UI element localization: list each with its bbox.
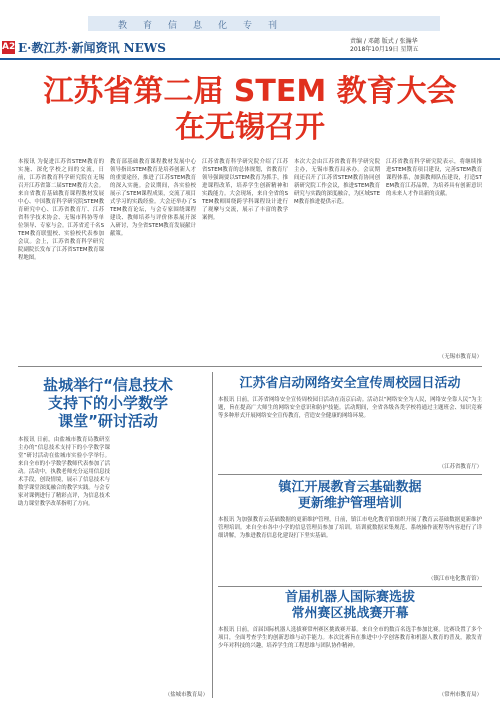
lead-col-2: 教育部基础教育课程教材发展中心领导指出STEM教育是培养创新人才的重要途径，推进了江苏STEM教育的深入实施。会议期间，各实验校展示了STEM课程成果，交流了项目式学习的实践经验。大会还举办了STEM教育论坛，与会专家围绕课程建设、教师培养与评价体系展开深入研讨，为全省STEM教育发展献计献策。 (110, 159, 196, 237)
lead-headline-line2: 在无锡召开 (175, 110, 325, 145)
changzhou-body: 本报讯 日前，首届国际机器人选拔赛常州赛区挑战赛开幕。来自全市的数百名选手参加比赛。比赛设置了多个项目，全面考查学生的创新思维与动手能力。本次比赛旨在推进中小学创客教育和机器人教育的普及，激发青少年对科技的兴趣，培养学生的工程思维与团队协作精神。 (218, 627, 482, 649)
masthead-rule (0, 58, 500, 60)
issue-editor: 责编 / 邓懿 版式 / 张瀚华 (350, 38, 418, 45)
yancheng-headline-line3: 课堂”研讨活动 (58, 412, 158, 430)
yancheng-headline (18, 376, 198, 430)
network-week-headline: 江苏省启动网络安全宣传周校园日活动 (239, 376, 461, 391)
masthead-strip-text: 教育信息化专刊 (118, 21, 294, 31)
masthead-strip (88, 16, 440, 31)
zhenjiang-body: 本报讯 为加强教育云基础数据的更新维护管理，日前，镇江市电化教育馆组织开展了教育云基础数据更新维护管理培训。来自全市各中小学的信息管理员参加了培训。培训就数据采集规范、系统操作流程等内容进行了详细讲解，为推进教育信息化建设打下坚实基础。 (218, 517, 482, 539)
zhenjiang-credit: （镇江市电化教育馆） (428, 576, 482, 582)
lead-col-4: 本次大会由江苏省教育科学研究院主办，无锡市教育局承办。会议期间还召开了江苏省STEM教育协同创新研究院工作会议，推进STEM教育研究与实践的深度融合，为区域STEM教育推进提供示范。 (294, 159, 380, 205)
yancheng-credit: （盐城市教育局） (164, 692, 208, 698)
issue-info (350, 38, 490, 54)
lead-headline (0, 74, 500, 146)
network-week-body: 本报讯 日前，江苏省网络安全宣传周校园日活动在南京启动。活动以“网络安全为人民，网络安全靠人民”为主题，旨在提高广大师生的网络安全意识和防护技能。活动期间，全省各级各类学校将通过主题班会、知识竞赛等多种形式开展网络安全宣传教育，营造安全健康的网络环境。 (218, 397, 482, 419)
zhenjiang-headline (218, 480, 482, 512)
page-badge: A2 (2, 42, 16, 52)
divider-zhenjiang (218, 586, 482, 587)
lead-col-5: 江苏省教育科学研究院表示，将继续推进STEM教育项目建设，完善STEM教育课程体系，加强教师队伍建设，打造STEM教育江苏品牌，为培养具有创新意识的未来人才作出新的贡献。 (386, 159, 482, 197)
yancheng-body-col2 (116, 436, 208, 686)
divider-lead (18, 366, 482, 367)
lead-credit: （无锡市教育局） (438, 354, 482, 360)
lead-headline-line1: 江苏省第二届 STEM 教育大会 (43, 74, 457, 109)
divider-network (218, 474, 482, 475)
zhenjiang-headline-line1: 镇江开展教育云基础数据 (278, 480, 422, 495)
network-week-credit: （江苏省教育厅） (438, 464, 482, 470)
divider-vertical (212, 372, 213, 698)
changzhou-credit: （常州市教育局） (438, 692, 482, 698)
changzhou-headline (218, 590, 482, 622)
changzhou-headline-line2: 常州赛区挑战赛开幕 (291, 606, 409, 621)
changzhou-headline-line1: 首届机器人国际赛选拔 (284, 590, 415, 605)
issue-date: 2018年10月19日 星期五 (350, 46, 419, 53)
yancheng-body: 本报讯 日前，由盐城市教育局教研室主办的“信息技术支持下的小学数学课堂”研讨活动在盐城市实验小学举行。来自全市的小学数学教师代表参加了活动。活动中，执教老师充分运用信息技术手段，创设情境，展示了信息技术与数学课堂深度融合的教学实践。与会专家对课例进行了精彩点评，为信息技术助力课堂教学改革指明了方向。 (18, 437, 110, 507)
lead-col-1: 本报讯 为促进江苏省STEM教育的实施、深化学校之间的交流，日前，江苏省教育科学研究院在无锡召开江苏省第二届STEM教育大会。来自省教育基础教育课程教材发展中心、中国教育科学研究院STEM教育研究中心、江苏省教育厅、江苏省科学技术协会、无锡市科协等单位领导、专家与会。江苏省近千名STEM教育联盟校、实验校代表参加会议。会上，江苏省教育科学研究院副院长发布了江苏省STEM教育课程地图。 (18, 159, 104, 261)
lead-col-3: 江苏省教育科学研究院介绍了江苏省STEM教育的总体规划，省教育厅领导强调要以STEM教育为抓手，推进课程改革，培养学生创新精神和实践能力。大会现场，来自全省的STEM教师围绕跨学科课程设计进行了观摩与交流，展示了丰富的教学案例。 (202, 159, 288, 221)
yancheng-headline-line2: 支持下的小学数学 (47, 394, 168, 412)
zhenjiang-headline-line2: 更新维护管理培训 (297, 496, 402, 511)
paper-title: E·教江苏·新闻资讯 NEWS (18, 41, 166, 55)
yancheng-headline-line1: 盐城举行“信息技术 (43, 376, 173, 394)
